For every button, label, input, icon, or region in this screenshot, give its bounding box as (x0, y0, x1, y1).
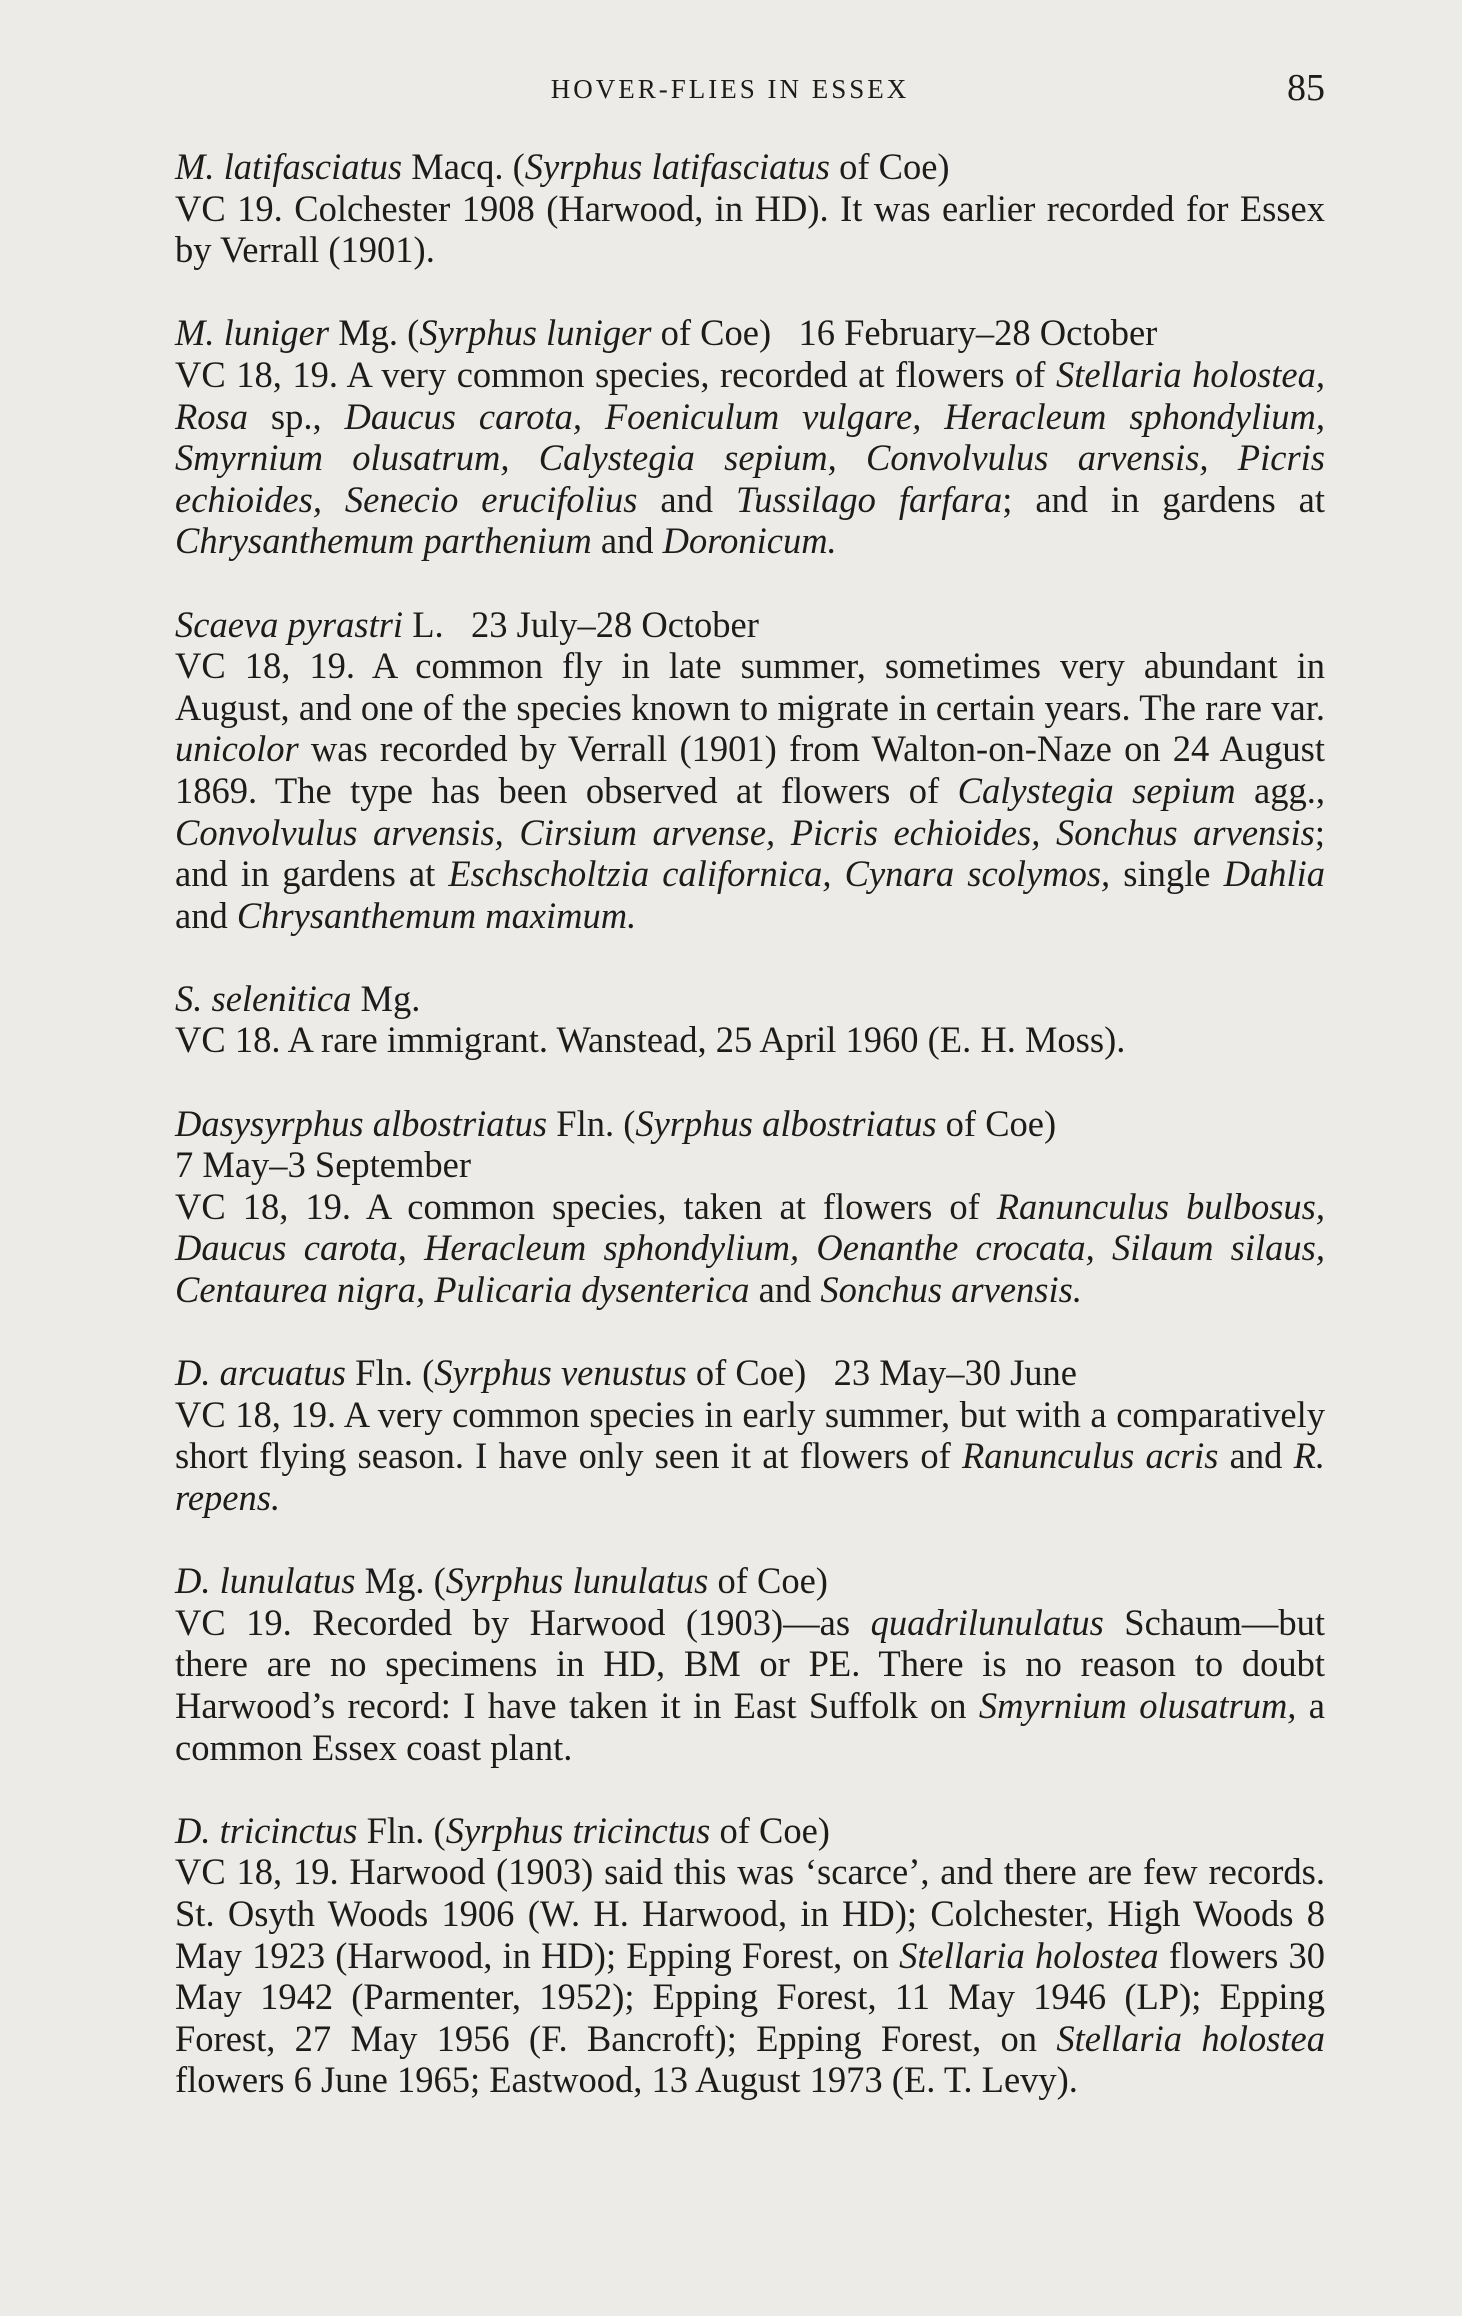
text-run: and (637, 478, 736, 520)
text-run: Macq. ( (402, 146, 525, 187)
italic-run: Syrphus latifasciatus (524, 146, 830, 187)
text-run: and (1218, 1435, 1294, 1477)
species-text (135, 1602, 1325, 1768)
text-run: flowers 30 May 1942 (Parmenter, 1952); Epping Forest, 11 May 1946 (LP); Epping Forest, 27 May 1956 (F. Bancroft); Epping Forest, on (175, 1934, 1325, 2059)
italic-run: Syrphus albostriatus (635, 1102, 937, 1144)
species-text (135, 1394, 1325, 1519)
text-run: and (175, 894, 237, 936)
italic-run: quadrilunulatus (870, 1601, 1104, 1643)
italic-run: Chrysanthemum maximum. (236, 894, 637, 936)
species-entry (135, 1560, 1325, 1768)
species-text (135, 1851, 1325, 2101)
text-run: Mg. (351, 977, 421, 1019)
italic-run: Stellaria holostea, Rosa (175, 353, 1325, 437)
italic-run: Syrphus luniger (419, 312, 652, 354)
text-run: VC 18, 19. Harwood (1903) said this was ‘scarce’, and there are few records. St. Osyth Woods 1906 (W. H. Harwood, in HD); Colchester, High Woods 8 May 1923 (Harwood, in HD); Epping Forest, on (175, 1851, 1325, 1976)
text-run: single (1110, 853, 1224, 895)
text-run: L. 23 July–28 October (403, 603, 759, 645)
italic-run: Sonchus arvensis. (820, 1269, 1082, 1311)
text-run: sp., (248, 395, 345, 437)
text-run: of Coe) (710, 1809, 830, 1851)
text-run: and (591, 520, 663, 562)
species-heading (135, 1352, 1325, 1394)
italic-run: Stellaria holostea (899, 1934, 1159, 1976)
italic-run: Dahlia (1223, 853, 1325, 895)
italic-run: Scaeva pyrastri (175, 603, 404, 645)
italic-run: D. arcuatus (175, 1352, 347, 1394)
text-run: 7 May–3 September (175, 1144, 471, 1186)
text-run: agg., (1235, 769, 1325, 811)
species-entry (135, 978, 1325, 1061)
italic-run: Chrysanthemum parthenium (175, 520, 592, 562)
italic-run: Convolvulus arvensis, Cirsium arvense, Picris echioides, Sonchus arvensis (175, 811, 1315, 853)
running-head: HOVER-FLIES IN ESSEX (550, 74, 910, 104)
species-heading (135, 1560, 1325, 1602)
species-entry (135, 1352, 1325, 1518)
text-run: Schaum—but there are no specimens in HD, BM or PE. There is no reason to doubt Harwood’s record: I have taken it in East Suffolk on (175, 1601, 1326, 1726)
species-heading (135, 604, 1325, 646)
text-run: of Coe) (936, 1102, 1057, 1144)
species-text (135, 645, 1325, 936)
page-header (135, 62, 1325, 122)
flight-period (135, 1144, 1325, 1186)
text-run: of Coe) (829, 146, 950, 187)
text-run: VC 18. A rare immigrant. Wanstead, 25 April 1960 (E. H. Moss). (175, 1019, 1126, 1061)
italic-run: M. latifasciatus (175, 146, 403, 187)
italic-run: Smyrnium olusatrum, (978, 1684, 1297, 1726)
species-entries (135, 146, 1325, 2143)
text-run: ; and in gardens at (175, 811, 1325, 895)
italic-run: Stellaria holostea (1056, 2017, 1326, 2059)
italic-run: Ranunculus acris (961, 1435, 1219, 1477)
species-heading (135, 312, 1325, 354)
italic-run: Syrphus venustus (434, 1352, 687, 1394)
species-heading (135, 1103, 1325, 1145)
text-run: Mg. ( (355, 1560, 446, 1602)
page-number: 85 (1287, 67, 1325, 109)
species-entry (135, 604, 1325, 937)
italic-run: R. repens. (175, 1435, 1325, 1518)
species-heading (135, 146, 1325, 188)
text-run: VC 18, 19. A common fly in late summer, sometimes very abundant in August, and one of the species known to migrate in certain years. The rare var. (175, 645, 1325, 728)
italic-run: Eschscholtzia californica, Cynara scolymos, (448, 853, 1111, 895)
italic-run: D. tricinctus (175, 1809, 358, 1851)
text-run: Fln. ( (346, 1352, 435, 1394)
species-heading (135, 1810, 1325, 1852)
italic-run: Syrphus tricinctus (445, 1809, 711, 1851)
text-run: Mg. ( (329, 312, 420, 354)
italic-run: Calystegia sepium (957, 769, 1236, 811)
italic-run: unicolor (175, 728, 299, 770)
species-text (135, 354, 1325, 562)
text-run: and (749, 1269, 821, 1311)
italic-run: Syrphus lunulatus (445, 1560, 709, 1602)
species-entry (135, 312, 1325, 562)
species-entry (135, 146, 1325, 271)
text-run: VC 18, 19. A very common species in early summer, but with a comparatively short flying season. I have only seen it at flowers of (175, 1393, 1325, 1477)
species-text (135, 1186, 1325, 1311)
species-entry (135, 1810, 1325, 2101)
text-run: flowers 6 June 1965; Eastwood, 13 August 1973 (E. T. Levy). (175, 2059, 1078, 2101)
italic-run: Doronicum. (662, 520, 837, 562)
text-run: was recorded by Verrall (1901) from Walton-on-Naze on 24 August 1869. The type has been observed at flowers of (175, 728, 1325, 811)
italic-run: Daucus carota, Foeniculum vulgare, Heracleum sphondylium, Smyrnium olusatrum, Calystegia sepium, Convolvulus arvensis, Picris echioides, Senecio erucifolius (175, 395, 1325, 520)
text-run: Fln. ( (547, 1102, 636, 1144)
species-heading (135, 978, 1325, 1020)
text-run: VC 18, 19. A very common species, recorded at flowers of (175, 353, 1056, 395)
species-entry (135, 1103, 1325, 1311)
text-run: of Coe) 23 May–30 June (686, 1352, 1077, 1394)
text-run: Fln. ( (357, 1809, 446, 1851)
italic-run: D. lunulatus (175, 1560, 356, 1602)
italic-run: Dasysyrphus albostriatus (175, 1102, 548, 1144)
text-run: VC 18, 19. A common species, taken at flowers of (175, 1185, 997, 1227)
italic-run: M. luniger (175, 312, 330, 354)
italic-run: Tussilago farfara (735, 478, 1003, 520)
text-run: of Coe) (708, 1560, 828, 1602)
text-run: VC 19. Colchester 1908 (Harwood, in HD). It was earlier recorded for Essex by Verrall (1901). (175, 187, 1325, 271)
italic-run: Ranunculus bulbosus, Daucus carota, Heracleum sphondylium, Oenanthe crocata, Silaum silaus, Centaurea nigra, Pulicaria dysenterica (175, 1185, 1325, 1311)
text-run: VC 19. Recorded by Harwood (1903)—as (175, 1601, 871, 1643)
text-run: a common Essex coast plant. (175, 1684, 1325, 1768)
species-text (135, 1019, 1325, 1061)
species-text (135, 188, 1325, 271)
italic-run: S. selenitica (175, 977, 352, 1019)
text-run: ; and in gardens at (1002, 478, 1325, 520)
text-run: of Coe) 16 February–28 October (651, 312, 1158, 354)
